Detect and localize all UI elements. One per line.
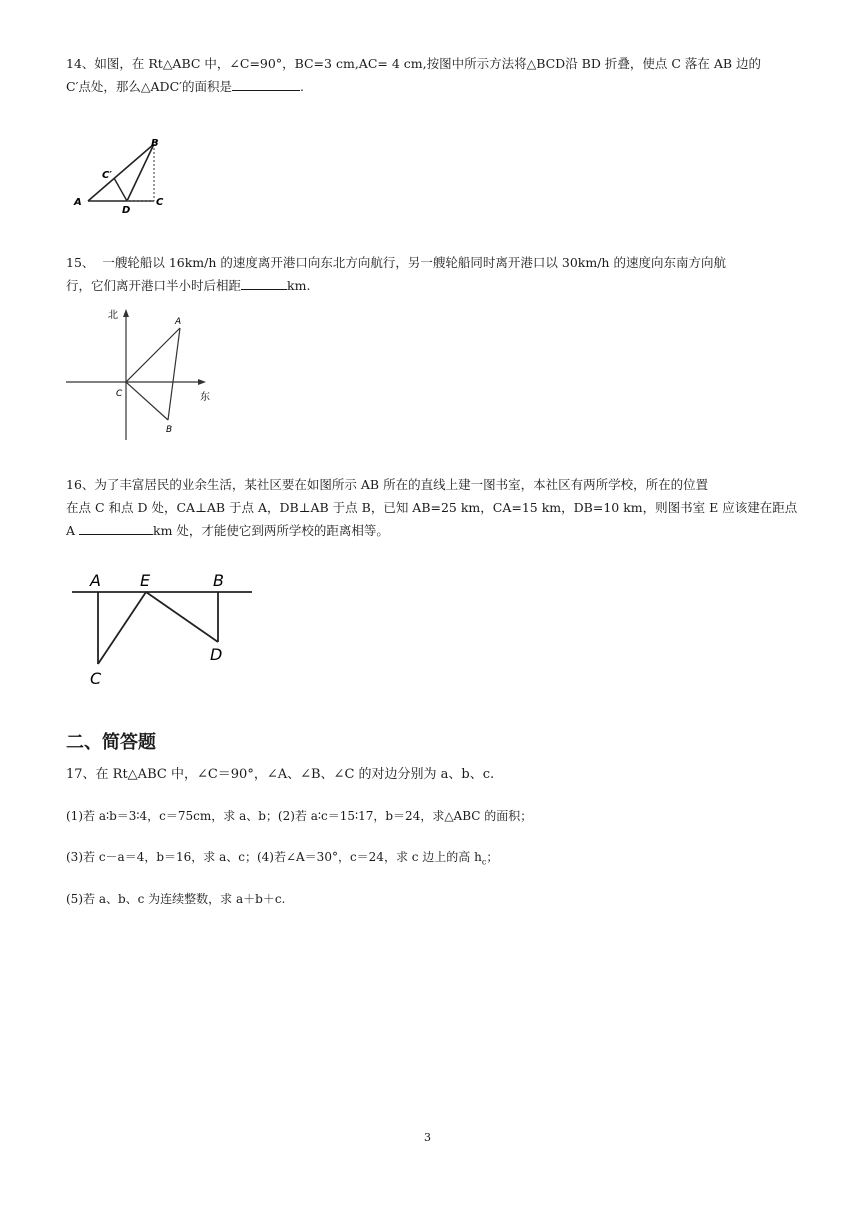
q17-parts-3-4	[66, 846, 498, 873]
page-number: 3	[424, 1131, 431, 1144]
figure-16-road	[70, 568, 256, 690]
label-origin-c: C	[116, 389, 123, 399]
q15-answer-blank	[241, 275, 287, 290]
q16-line1: 16、为了丰富居民的业余生活，某社区要在如图所示 AB 所在的直线上建一图书室，本社区有两所学校，所在的位置	[66, 477, 709, 492]
q14-line2-text: C′点处，那么△ADC′的面积是	[66, 79, 232, 94]
figure-15-coordinate	[64, 304, 212, 442]
label-b: B	[213, 571, 224, 590]
label-a: A	[90, 571, 101, 590]
label-e: E	[140, 571, 151, 590]
q16-line3-end: km 处，才能使它到两所学校的距离相等。	[153, 523, 389, 538]
label-c: C	[156, 197, 164, 208]
label-a: A	[74, 197, 82, 208]
q15-line2-end: km.	[287, 278, 311, 293]
east-arrow-icon	[198, 379, 206, 385]
q17-parts-3-4-text: (3)若 c－a＝4，b＝16，求 a、c；(4)若∠A＝30°，c＝24，求 c 边上的高 h	[66, 850, 482, 864]
segment-ca	[126, 328, 180, 382]
segment-cb	[126, 382, 168, 420]
label-a: A	[175, 317, 182, 327]
label-east: 东	[200, 392, 210, 403]
segment-bd	[127, 144, 154, 201]
segment-ce	[98, 592, 146, 664]
segment-ed	[146, 592, 218, 642]
label-b: B	[166, 425, 173, 435]
q17-h-subscript: c	[481, 857, 487, 867]
label-b: B	[151, 138, 159, 149]
label-north: 北	[108, 310, 118, 321]
q17-part-5: (5)若 a、b、c 为连续整数，求 a＋b＋c.	[66, 892, 286, 906]
north-arrow-icon	[123, 309, 129, 317]
label-d: D	[210, 645, 223, 664]
q15-line1: 15、 一艘轮船以 16km/h 的速度离开港口向东北方向航行，另一艘轮船同时离开港口以 30km/h 的速度向东南方向航	[66, 255, 726, 270]
q16-line2: 在点 C 和点 D 处，CA⊥AB 于点 A，DB⊥AB 于点 B，已知 AB=25 km，CA=15 km，DB=10 km，则图书室 E 应该建在距点	[66, 500, 798, 515]
figure-14-triangle	[66, 134, 176, 214]
q17-parts-1-2: (1)若 a∶b＝3∶4，c＝75cm，求 a、b；(2)若 a∶c＝15∶17，b＝24，求△ABC 的面积；	[66, 809, 533, 823]
segment-cpd	[114, 178, 127, 201]
segment-ab	[88, 144, 154, 201]
q17-parts-3-4-end: ；	[486, 850, 499, 864]
q16-line3	[66, 519, 389, 542]
label-c-prime: C′	[102, 170, 112, 181]
q15-line2	[66, 274, 310, 297]
q17-intro: 17、在 Rt△ABC 中，∠C＝90°，∠A、∠B、∠C 的对边分别为 a、b、c.	[66, 767, 495, 782]
q14-answer-blank	[232, 76, 300, 91]
q16-line3-text: A	[66, 523, 80, 538]
segment-ab	[168, 328, 180, 420]
label-d: D	[122, 205, 131, 214]
q15-line2-text: 行，它们离开港口半小时后相距	[66, 278, 242, 293]
q16-answer-blank	[79, 520, 153, 535]
q14-line1: 14、如图，在 Rt△ABC 中，∠C=90°，BC=3 cm,AC= 4 cm,按图中所示方法将△BCD沿 BD 折叠，使点 C 落在 AB 边的	[66, 56, 762, 71]
q14-line2	[66, 75, 304, 98]
q14-line2-end: .	[299, 79, 304, 94]
section-heading: 二、简答题	[66, 732, 156, 753]
label-c: C	[90, 669, 102, 688]
